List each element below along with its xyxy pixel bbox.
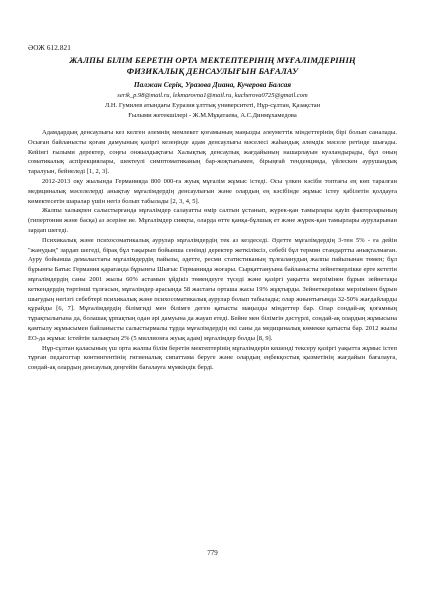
page-number: 779 [207,549,218,557]
paragraph-5: Нұр-сұлтан қаласының үш орта жалпы білім беретін мектептерінің мұғалімдерін кешенді тексеру қазіргі уақытта жұмыс істеп тұрған педагогтар контингентінің гигиеналық сипаттама беруге және олардың еңбекқостық қызметінің жағдайын бағалауға, сондай-ақ олардың денсаулық деңгейін бағалауға мүмкіндік берді. [28,344,397,372]
paragraph-4: Психикалық және психосоматикалық аурулар мұғалімдердің тек аз кездеседі. Әдетте мұғалімдердің 3-тен 5% - ға дейін "жанудың" зардап шегеді, бірақ бұл тақырып бойынша сенімді деректер жеткіліксіз, себебі бұл термин стандартты анықталмаған. Ауру бойынша демалыстағы мұғалімдердің пайызы, әдетте, ресми статистиканың тұлғаланудың жалпы пайызынан төмен; бұл бұрынғы Батыс Германия қарағанда бұрынғы Шығыс Германияда жоғары. Сырқаттануына байланысты зейнеткерлікке ерте кететін мұғалімдердің саны 2001 жылы 60% астамын ұйдікіз төмендеуге түседі және қазіргі уақытта мерзімінен бұрын зейнетақы кеткендердің төртінші тұлғасын, мұғалімдер арасында 58 жастағы орташа жасы 19% жұқтырды. Зейнеткерлікке мерзімінен бұрын шығудың негізгі себебтері психикалық және психосоматикалық аурулар болып табылады; олар жиынтығында 32-50% жағдайларды құрайды [6, 7]. Мұғалімдердің білімгиді мен білімге деген қатысты маңызды міндеттер бар. Олар сондай-ақ қоғамның тұрақтылығына да, болашақ ұрпақтың одан әрі дамуына да жауап етеді. Бейне мен білімгін дәстүрлі, сондай-ақ олардың жұмысына қамтылу жұмысымен байланысты салыстырмалы тұрда мұғалімдердің екі саны да медициналық көмекке қатысты бар. 2012 жылы ЕО-да жұмыс істейтін халықтың 2% (5 миллионға жуық адам) мұғалімдер болды [8, 9]. [28,236,397,342]
title-line-1: ЖАЛПЫ БІЛІМ БЕРЕТІН ОРТА МЕКТЕПТЕРІНІҢ МҰҒАЛІМДЕРІНІҢ [69,55,356,65]
affiliation [28,101,397,121]
paragraph-2: 2012-2013 оқу жылында Германияда 800 000-ға жуық мұғалім жұмыс істеді. Осы үлкен кәсіби топтағы ең көп таралған медициналық мәселелерді анықтау мұғалімдердің денсаулығын және олардың ең кәсібінде жұмыс істеу қабілетін қолдауға көмектесетін шаралар үшін негіз болып табылады [2, 3, 4, 5]. [28,177,397,205]
title-line-2: ФИЗИКАЛЫҚ ДЕНСАУЛЫҒЫН БАҒАЛАУ [126,65,299,76]
paper-title [28,55,397,76]
udc-code: ӘОЖ 612.821 [28,44,71,52]
affiliation-supervisors: Ғылыми жетекшілері - Ж.М.Мұқатаева, А.С.Динмұхамедова [128,112,297,119]
affiliation-university: Л.Н. Гумилев атындағы Еуразия ұлттық университеті, Нұр-сұлтан, Қазақстан [104,102,321,109]
paragraph-3: Жалпы халықпен салыстырғанда мұғалімдер салауатты өмір салтын ұстанып, жүрек-қан тамырлары қауіп факторларының (гипертония және басқа) аз әсеріне ие. Мұғалімдер сияқты, оларда өтте қанқа-бұлшық ет және жүрек-қан тамырлары ауруларынан зардап шегеді. [28,207,397,234]
paragraph-1: Адамдардың денсаулығы кез келген әлемнің мемлекет қоғамының маңызды әлеуметтік міндеттерінің бірі болып саналады. Осыған байланысты қоғам дамуының қазіргі кезеңінде адам денсаулығы мәселесі жаһандық әлемдік мәселе ретінде шығады. Кейінгі ғылыми деректер, соңғы онжылдықтағы Халықтық денсаулық жағдайының нашарлауын куәландырады, бұл оның соматикалық аспірекциялары, шектеулі симптоматиканың бар-жоқтығымен, бірыңғай тенденцияда, үйлескен аурушаңдық таралуын, бейнеледі [1, 2, 3]. [28,129,397,176]
paper-body [28,128,397,373]
author-emails: serik_p.98@mail.ru, lekmarovna1@mail.ru, kucherova0725@gmail.com [117,92,308,99]
authors: Палжан Серік, Уразова Диана, Кучерова Балсая [133,80,292,89]
